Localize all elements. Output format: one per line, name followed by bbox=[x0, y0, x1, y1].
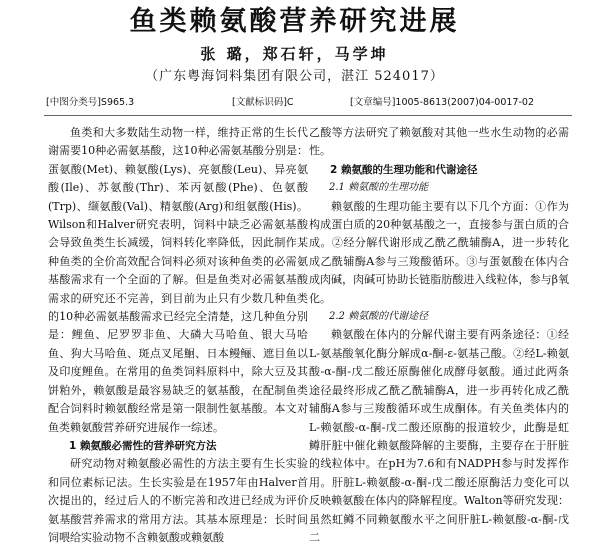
header-divider bbox=[44, 115, 572, 116]
article-title: 鱼类赖氨酸营养研究进展 bbox=[129, 6, 460, 37]
subsection-2-1-heading: 2.1 赖氨酸的生理功能 bbox=[329, 182, 429, 194]
article-authors: 张 璐，郑石轩，马学坤 bbox=[200, 45, 389, 63]
document-code: [文献标识码]C bbox=[232, 97, 294, 108]
subsection-2-1-paragraph: 赖氨酸的生理功能主要有以下几个方面：①作为构成蛋白质的20种氨基酸之一，直接参与蛋白质的合成。②经分解代谢形成乙酰乙酰辅酶A，进一步转化成乙酰辅酶A参与三羧酸循环。③与蛋氨酸在体内合成肉碱，肉碱可协助长链脂肪酸进入线粒体，参与β氧化。 bbox=[309, 199, 569, 305]
article-affiliation: （广东粤海饲料集团有限公司，湛江 524017） bbox=[145, 69, 444, 84]
subsection-2-2-paragraph: 赖氨酸在体内的分解代谢主要有两条途径：①经L-氨基酸氧化酶分解成α-酮-ε-氨基己酸。②经L-赖氨酸-α-酮-戊二酸还原酶催化成酵母氨酸。通过此两条途径最终形成乙酰乙酰辅酶A，进一步再转化成乙酰辅酶A参与三羧酸循环或生成酮体。有关鱼类体内的L-赖氨酸-α-酮-戊二酸还原酶的报道较少，此酶是虹鳟肝脏中催化赖氨酸降解的主要酶，主要存在于肝脏的线粒体中。在pH为7.6和有NADPH参与时发挥作用。肝脏L-赖氨酸-α-酮-戊二酸还原酶活力变化可以反映赖氨酸在体内的降解程度。Walton等研究发现：虽然虹鳟不同赖氨酸水平之间肝脏L-赖氨酸-α-酮-戊二 bbox=[309, 328, 569, 544]
article-number: [文章编号]1005-8613(2007)04-0017-02 bbox=[350, 97, 534, 108]
section-1-paragraph: 研究动物对赖氨酸必需性的方法主要有生长实验和同位素标记法。生长实验是在1957年由Halver首次提出的，经过后人的不断完善和改进已经成为评价氨基酸营养需求的常用方法。其基本原理是：长时间饲喂给实验动物不含赖氨酸或赖氨酸 bbox=[48, 457, 308, 544]
left-column bbox=[48, 124, 308, 547]
subsection-2-2-heading: 2.2 赖氨酸的代谢途径 bbox=[329, 311, 429, 323]
intro-paragraph: 鱼类和大多数陆生动物一样，维持正常的生长代谢需要10种必需氨基酸，这10种必需氨基酸分别是：蛋氨酸(Met)、赖氨酸(Lys)、亮氨酸(Leu)、异亮氨酸(Ile)、苏氨酸(Thr)、苯丙氨酸(Phe)、色氨酸(Trp)、缬氨酸(Val)、精氨酸(Arg)和组氨酸(His)。Wilson和Halver研究表明，饲料中缺乏必需氨基酸会导致鱼类生长减缓，饲料转化率降低，因此制作某种鱼类的全价高效配合饲料必须对该种鱼类的必需氨基酸需求有一个全面的了解。但是鱼类对必需氨基酸需求的研究还不完善，到目前为止只有少数几种鱼类的10种必需氨基酸需求已经完全清楚，这几种鱼分别是：鲤鱼、尼罗罗非鱼、大磷大马哈鱼、银大马哈鱼、狗大马哈鱼、斑点叉尾鮰、日本鳗鲡、遮目鱼以及印度鲤鱼。在常用的鱼类饲料原料中，除大豆及其饼粕外，赖氨酸是最容易缺乏的氨基酸，在配制鱼类配合饲料时赖氨酸经常是第一限制性氨基酸。本文对鱼类赖氨酸营养研究进展作一综述。 bbox=[48, 126, 308, 434]
clc-number: [中图分类号]S965.3 bbox=[46, 97, 135, 108]
section-2-heading: 2 赖氨酸的生理功能和代谢途径 bbox=[330, 163, 478, 176]
section-1-heading: 1 赖氨酸必需性的营养研究方法 bbox=[69, 439, 217, 452]
right-column bbox=[309, 124, 569, 547]
continued-paragraph: 乙酸等方法研究了赖氨酸对其他一些水生动物的必需性。 bbox=[309, 126, 569, 158]
